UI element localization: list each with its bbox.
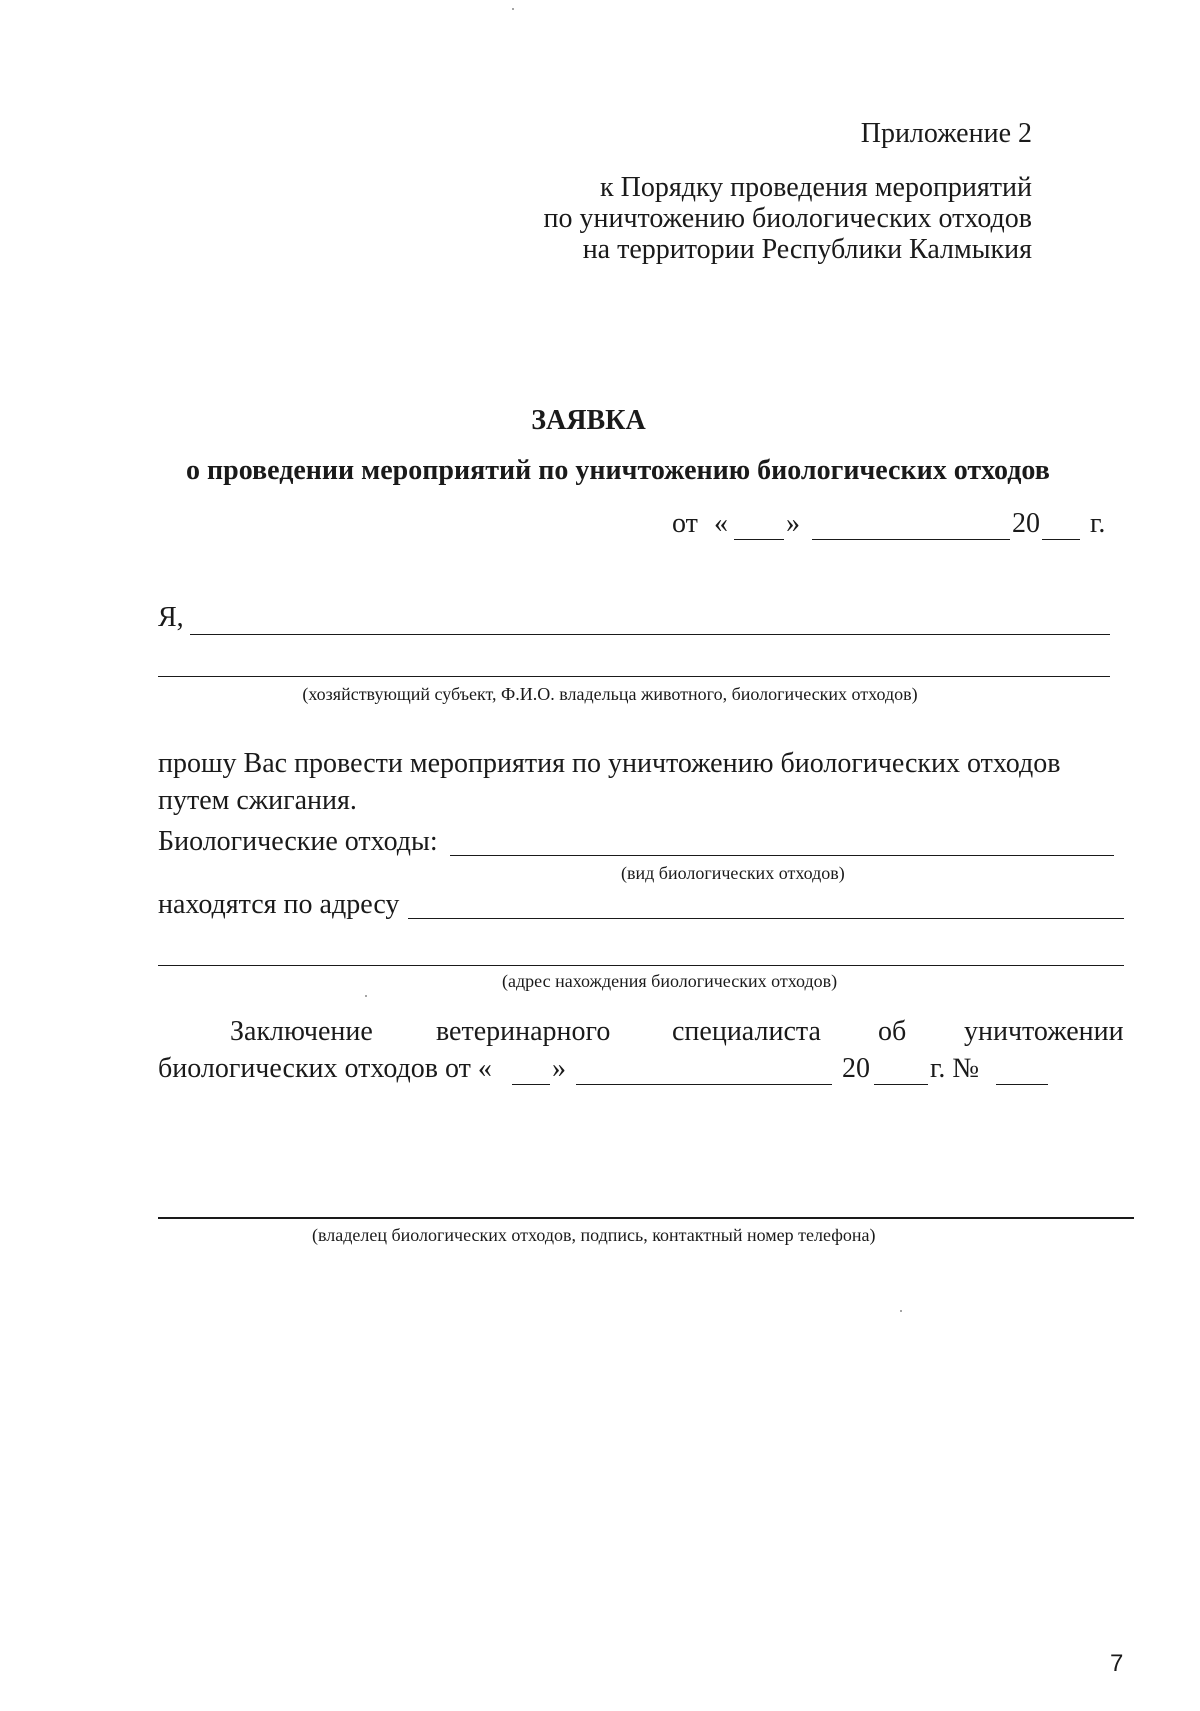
- date-day-field[interactable]: [734, 539, 784, 540]
- signature-field[interactable]: [158, 1217, 1134, 1219]
- waste-label: Биологические отходы:: [158, 826, 438, 857]
- applicant-caption: (хозяйствующий субъект, Ф.И.О. владельца животного, биологических отходов): [302, 684, 918, 704]
- scan-speck: [365, 995, 367, 997]
- date-year-field[interactable]: [1042, 539, 1080, 540]
- applicant-label: Я,: [158, 602, 184, 633]
- scan-speck: [900, 1310, 902, 1312]
- conclusion-word-4: об: [878, 1016, 907, 1047]
- date-year-suffix: г.: [1090, 508, 1106, 539]
- date-month-field[interactable]: [812, 539, 1010, 540]
- appendix-line-1: к Порядку проведения мероприятий: [600, 172, 1032, 203]
- conclusion-year-suffix: г. №: [930, 1053, 980, 1084]
- request-line-1: прошу Вас провести мероприятия по уничтожению биологических отходов: [158, 748, 1061, 779]
- conclusion-word-3: специалиста: [672, 1016, 821, 1047]
- scan-speck: [512, 8, 514, 10]
- conclusion-year-field[interactable]: [874, 1084, 928, 1085]
- page-number: 7: [1110, 1650, 1124, 1677]
- document-title: ЗАЯВКА: [531, 405, 646, 436]
- date-open-quote: «: [714, 508, 728, 539]
- date-year-prefix: 20: [1012, 508, 1040, 539]
- appendix-line-2: по уничтожению биологических отходов: [543, 203, 1032, 234]
- conclusion-word-1: Заключение: [230, 1016, 373, 1047]
- conclusion-number-field[interactable]: [996, 1084, 1048, 1085]
- address-label: находятся по адресу: [158, 889, 400, 920]
- applicant-field-line-2[interactable]: [158, 676, 1110, 677]
- address-caption: (адрес нахождения биологических отходов): [502, 971, 838, 991]
- appendix-line-3: на территории Республики Калмыкия: [582, 234, 1032, 265]
- address-field-line-2[interactable]: [158, 965, 1124, 966]
- date-prefix: от: [672, 508, 698, 539]
- date-close-quote: »: [786, 508, 800, 539]
- conclusion-close-quote: »: [552, 1053, 566, 1084]
- document-subtitle: о проведении мероприятий по уничтожению биологических отходов: [186, 455, 1050, 486]
- conclusion-line-2-prefix: биологических отходов от «: [158, 1053, 492, 1084]
- conclusion-year-prefix: 20: [842, 1053, 870, 1084]
- conclusion-word-2: ветеринарного: [436, 1016, 611, 1047]
- request-line-2: путем сжигания.: [158, 785, 357, 816]
- appendix-title: Приложение 2: [860, 118, 1032, 149]
- waste-type-field[interactable]: [450, 855, 1114, 856]
- conclusion-word-5: уничтожении: [964, 1016, 1124, 1047]
- address-field-line-1[interactable]: [408, 918, 1124, 919]
- conclusion-month-field[interactable]: [576, 1084, 832, 1085]
- signature-caption: (владелец биологических отходов, подпись, контактный номер телефона): [312, 1225, 876, 1245]
- waste-caption: (вид биологических отходов): [621, 863, 845, 883]
- applicant-field-line-1[interactable]: [190, 634, 1110, 635]
- conclusion-day-field[interactable]: [512, 1084, 550, 1085]
